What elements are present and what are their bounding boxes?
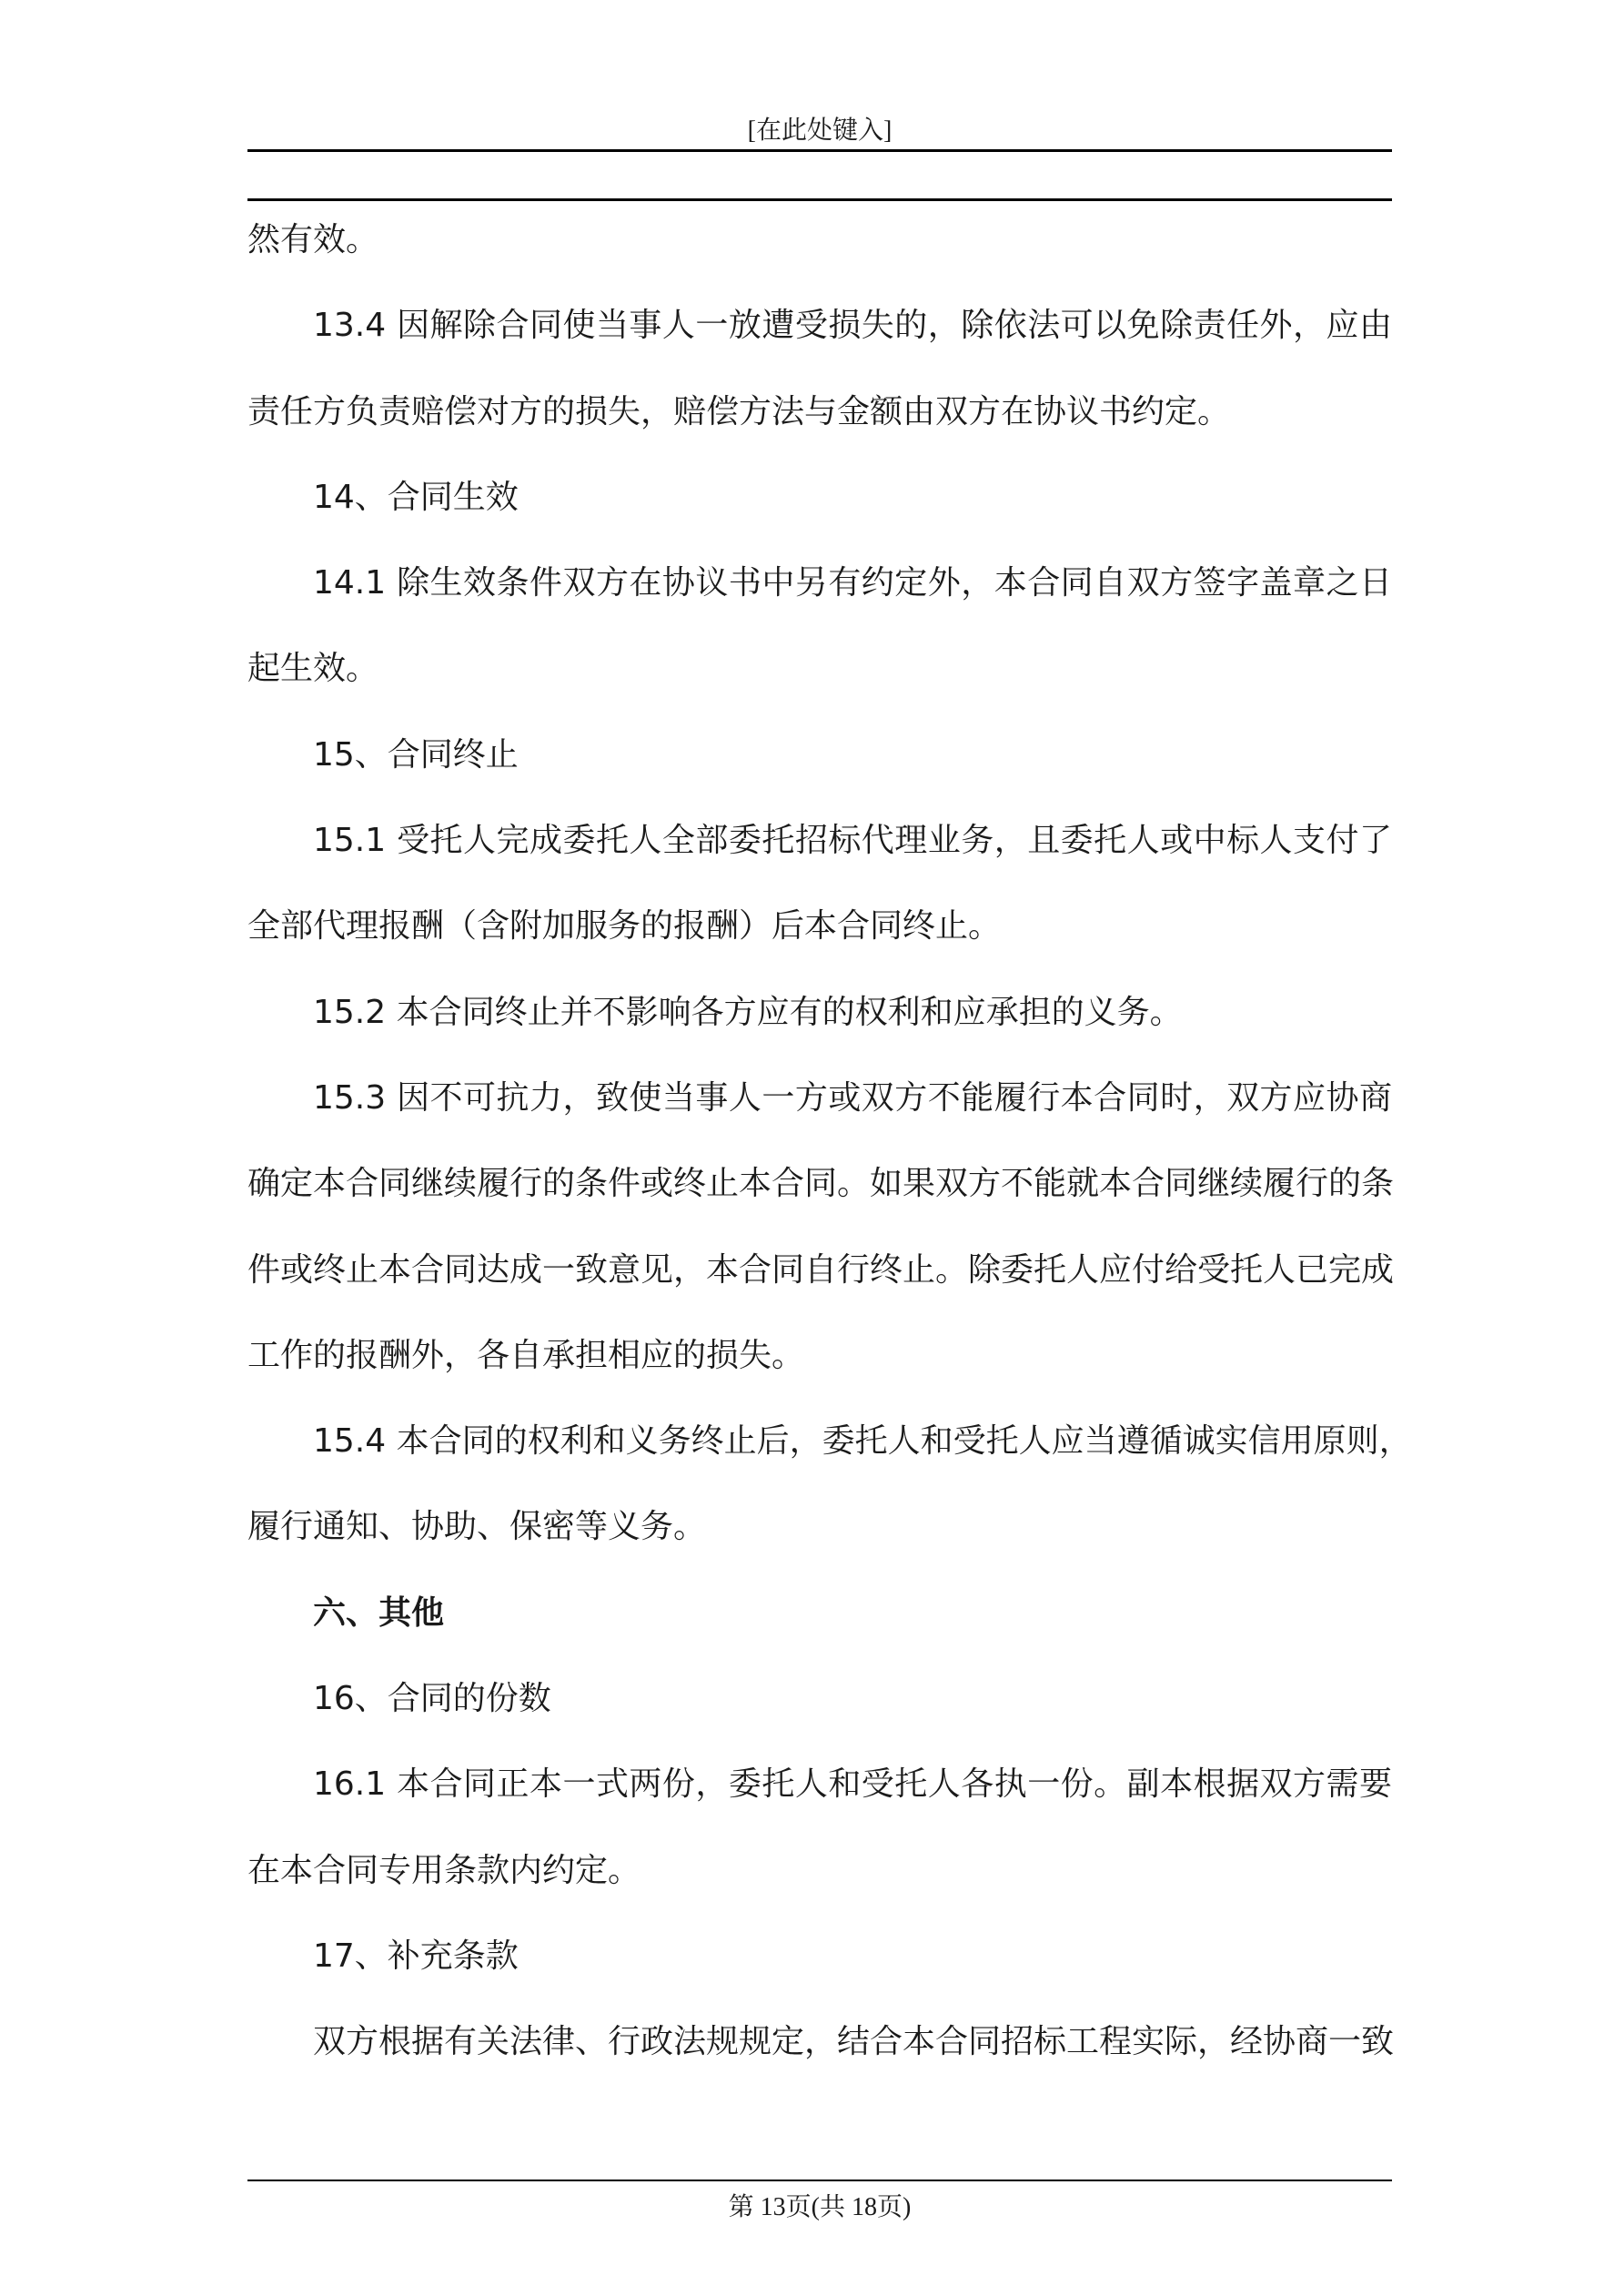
body-line: 工作的报酬外，各自承担相应的损失。 <box>247 1337 805 1374</box>
section-heading-17: 17、补充条款 <box>313 1937 519 1975</box>
clause-16-1: 16.1 本合同正本一式两份，委托人和受托人各执一份。副本根据双方需要 <box>313 1765 1392 1803</box>
section-heading-16: 16、合同的份数 <box>313 1680 551 1717</box>
clause-14-1: 14.1 除生效条件双方在协议书中另有约定外，本合同自双方签字盖章之日 <box>313 564 1392 602</box>
body-line: 履行通知、协助、保密等义务。 <box>247 1508 707 1545</box>
body-line: 在本合同专用条款内约定。 <box>247 1852 641 1889</box>
page-header: [在此处键入] <box>747 116 893 145</box>
document-body <box>247 0 1412 2184</box>
clause-15-1: 15.1 受托人完成委托人全部委托招标代理业务，且委托人或中标人支付了 <box>313 822 1392 859</box>
clause-17-text: 双方根据有关法律、行政法规规定，结合本合同招标工程实际，经协商一致 <box>313 2023 1395 2060</box>
body-line: 责任方负责赔偿对方的损失，赔偿方法与金额由双方在协议书约定。 <box>247 393 1231 430</box>
body-line: 全部代理报酬（含附加服务的报酬）后本合同终止。 <box>247 907 1002 945</box>
body-line: 确定本合同继续履行的条件或终止本合同。如果双方不能就本合同继续履行的条 <box>247 1165 1395 1202</box>
page-number: 第 13页(共 18页) <box>728 2193 912 2221</box>
clause-15-2: 15.2 本合同终止并不影响各方应有的权利和应承担的义务。 <box>313 994 1183 1031</box>
body-line: 然有效。 <box>247 221 379 258</box>
chapter-heading-6: 六、其他 <box>313 1594 445 1632</box>
body-line: 件或终止本合同达成一致意见，本合同自行终止。除委托人应付给受托人已完成 <box>247 1251 1395 1289</box>
body-line: 起生效。 <box>247 650 379 687</box>
clause-13-4: 13.4 因解除合同使当事人一放遭受损失的，除依法可以免除责任外，应由 <box>313 307 1392 344</box>
clause-15-4: 15.4 本合同的权利和义务终止后，委托人和受托人应当遵循诚实信用原则， <box>313 1422 1412 1460</box>
section-heading-14: 14、合同生效 <box>313 479 519 516</box>
section-heading-15: 15、合同终止 <box>313 736 519 774</box>
footer-rule <box>247 2180 1392 2181</box>
clause-15-3: 15.3 因不可抗力，致使当事人一方或双方不能履行本合同时，双方应协商 <box>313 1079 1392 1117</box>
